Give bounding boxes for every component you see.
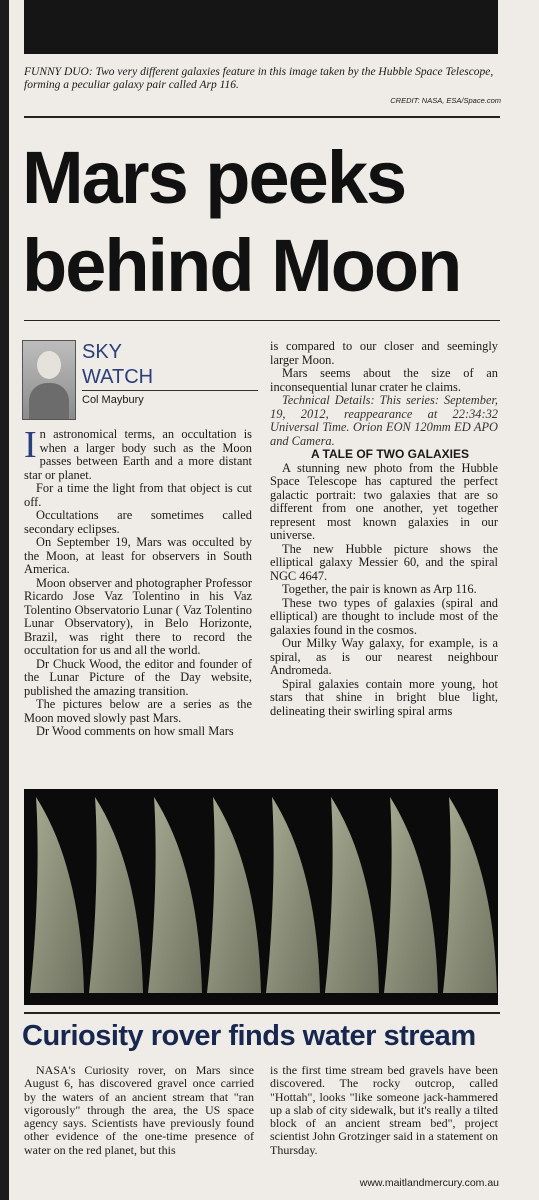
divider-rule [24,116,500,118]
article-paragraph: Spiral galaxies contain more young, hot stars that shine in bright blue light, delineating their swirling spiral arms [270,676,498,718]
section-subhead: A TALE OF TWO GALAXIES [311,447,469,461]
article-paragraph: For a time the light from that object is cut off. [24,481,252,509]
article-paragraph: Together, the pair is known as Arp 116. [282,582,477,596]
photo-caption [24,66,504,92]
moon-crescent [89,797,143,993]
article-column-left [24,424,252,739]
article-paragraph: Mars seems about the size of an inconsequential lunar crater he claims. [270,366,498,394]
column-title-line-2: WATCH [82,366,154,388]
author-photo [22,340,76,420]
author-byline: Col Maybury [82,394,144,406]
main-headline [22,134,502,310]
article-column-right [270,340,498,718]
article-paragraph: Our Milky Way galaxy, for example, is a spiral, as is our nearest neighbour Andromeda. [270,636,498,677]
moon-crescent [384,797,438,993]
headline-line-2: behind Moon [22,224,461,307]
moon-crescent [207,797,261,993]
drop-cap: I [24,424,37,466]
curiosity-column-right [270,1064,498,1157]
website-footer: www.maitlandmercury.com.au [359,1177,499,1189]
article-paragraph: These two types of galaxies (spiral and elliptical) are thought to include most of the galaxies found in the cosmos. [270,595,498,637]
curiosity-paragraph: is the first time stream bed gravels have been discovered. The rocky outcrop, called "Hottah", looks "like someone jack-hammered up a slab of city sidewalk, but it's really a tilted block of an ancient stream bed", project scientist John Grotzinger said in a statement on Thursday. [270,1063,498,1157]
caption-text: Two very different galaxies feature in this image taken by the Hubble Space Telescope, forming a peculiar galaxy pair called Arp 116. [24,66,494,91]
moon-crescent [30,797,84,993]
column-title-underline [82,390,258,391]
skywatch-column-header [22,340,262,420]
hubble-galaxy-photo [24,0,498,54]
article-paragraph: The new Hubble picture shows the elliptical galaxy Messier 60, and the spiral NGC 4647. [270,541,498,583]
divider-rule [24,1012,500,1014]
column-title [82,340,153,390]
headline-line-1: Mars peeks [22,136,406,219]
article-paragraph: is compared to our closer and seemingly larger Moon. [270,339,498,367]
divider-rule [24,320,500,321]
moon-crescent [443,797,497,993]
article-paragraph: Occultations are sometimes called secondary eclipses. [24,508,252,536]
technical-details: Technical Details: This series: September, 19, 2012, reappearance at 22:34:32 Universal Time. Orion EON 120mm ED APO and Camera. [270,393,498,448]
article-paragraph: On September 19, Mars was occulted by the Moon, at least for observers in South America. [24,535,252,576]
page-edge-bar [0,0,9,1200]
curiosity-column-left [24,1064,254,1157]
moon-crescent [266,797,320,993]
article-paragraph: A stunning new photo from the Hubble Space Telescope has captured the perfect galactic portrait: two galaxies that are so different from one another, yet together represent most known galaxies in our universe. [270,460,498,542]
column-title-line-1: SKY [82,341,123,363]
curiosity-paragraph: NASA's Curiosity rover, on Mars since August 6, has discovered gravel once carried by the waters of an ancient stream that "ran vigorously" through the area, the US space agency says. Scientists have previously found other evidence of the one-time presence of water on the red planet, but this [24,1063,254,1157]
moon-crescent-sequence [24,789,498,1005]
moon-occultation-photo-strip [24,789,498,1005]
article-paragraph: Moon observer and photographer Professor Ricardo Jose Vaz Tolentino in his Vaz Tolentino Observatorio Lunar ( Vaz Tolentino Lunar Observatory), in Belo Horizonte, Brazil, was right there to record the occultation for us and all the world. [24,575,252,657]
photo-credit: CREDIT: NASA, ESA/Space.com [390,96,501,105]
moon-crescent [148,797,202,993]
article-paragraph: The pictures below are a series as the Moon moved slowly past Mars. [24,697,252,725]
article-paragraph: Dr Wood comments on how small Mars [36,724,234,738]
curiosity-headline: Curiosity rover finds water stream [22,1020,476,1052]
moon-crescent [325,797,379,993]
caption-label: FUNNY DUO: [24,66,93,78]
article-paragraph: In astronomical terms, an occultation is when a larger body such as the Moon passes between Earth and a more distant star or planet. [24,424,252,482]
article-paragraph: Dr Chuck Wood, the editor and founder of the Lunar Picture of the Day website, published the amazing transition. [24,656,252,698]
